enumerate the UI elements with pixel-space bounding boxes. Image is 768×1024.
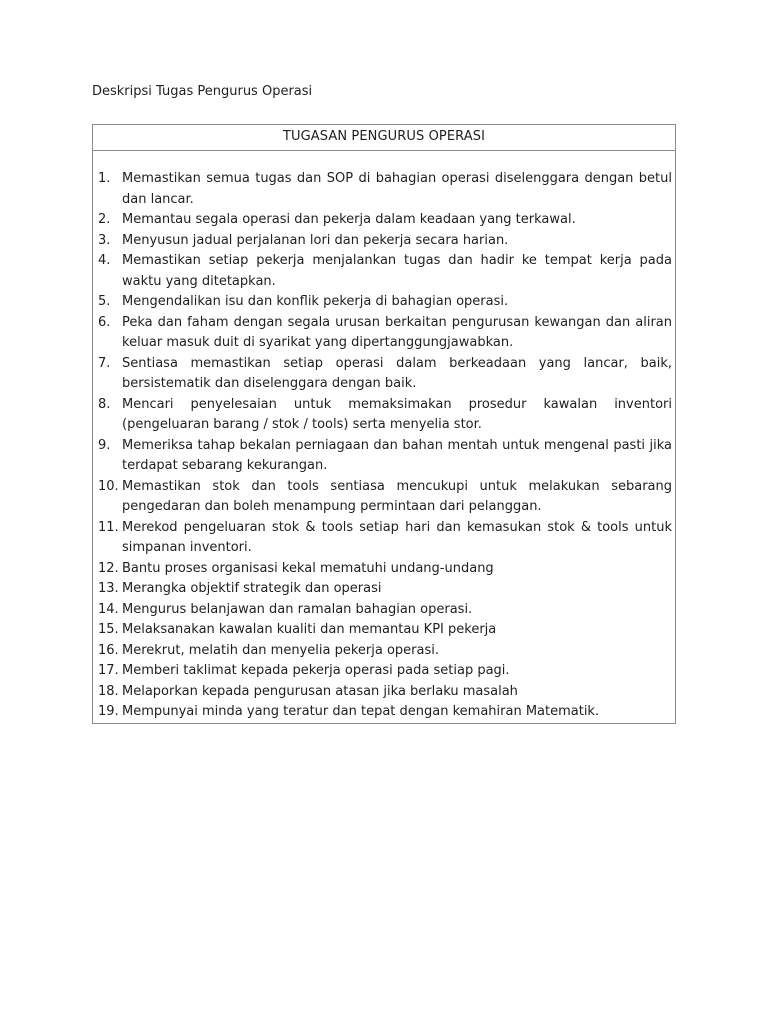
task-item xyxy=(98,395,672,436)
task-item xyxy=(98,251,672,292)
task-number: 4. xyxy=(98,253,111,268)
task-item xyxy=(98,579,672,600)
task-number: 6. xyxy=(98,314,111,330)
document-heading: Deskripsi Tugas Pengurus Operasi xyxy=(92,84,313,99)
task-item xyxy=(98,210,672,231)
task-item xyxy=(98,559,672,580)
task-text: Memastikan semua tugas dan SOP di bahagian operasi diselenggara dengan betul dan lancar. xyxy=(122,171,672,207)
task-number: 19. xyxy=(98,704,119,719)
task-number: 5. xyxy=(98,294,111,309)
task-text: Memastikan setiap pekerja menjalankan tugas dan hadir ke tempat kerja pada waktu yang ditetapkan. xyxy=(122,253,672,289)
task-number: 7. xyxy=(98,355,111,371)
task-text: Memastikan stok dan tools sentiasa mencukupi untuk melakukan sebarang pengedaran dan boleh menampung permintaan dari pelanggan. xyxy=(122,478,672,514)
task-number: 12. xyxy=(98,560,119,576)
task-number: 8. xyxy=(98,396,111,412)
task-item xyxy=(98,354,672,395)
task-text: Melaporkan kepada pengurusan atasan jika berlaku masalah xyxy=(122,683,518,699)
task-item xyxy=(98,436,672,477)
task-number: 17. xyxy=(98,663,119,678)
task-text: Menyusun jadual perjalanan lori dan pekerja secara harian. xyxy=(122,232,509,248)
task-number: 11. xyxy=(98,519,119,535)
task-item xyxy=(98,600,672,621)
task-list xyxy=(98,169,672,723)
task-text: Memeriksa tahap bekalan perniagaan dan bahan mentah untuk mengenal pasti jika terdapat sebarang kekurangan. xyxy=(122,437,672,473)
duties-table xyxy=(92,124,676,724)
task-item xyxy=(98,641,672,662)
task-text: Merekrut, melatih dan menyelia pekerja operasi. xyxy=(122,642,439,658)
task-text: Mempunyai minda yang teratur dan tepat dengan kemahiran Matematik. xyxy=(122,704,600,719)
task-text: Mengendalikan isu dan konflik pekerja di bahagian operasi. xyxy=(122,294,509,309)
task-item xyxy=(98,292,672,313)
task-item xyxy=(98,661,672,682)
task-text: Peka dan faham dengan segala urusan berkaitan pengurusan kewangan dan aliran keluar masuk duit di syarikat yang dipertanggungjawabkan. xyxy=(122,314,672,350)
task-number: 15. xyxy=(98,622,119,637)
task-number: 2. xyxy=(98,212,111,227)
task-text: Merangka objektif strategik dan operasi xyxy=(122,581,382,596)
task-item xyxy=(98,477,672,518)
task-text: Memberi taklimat kepada pekerja operasi pada setiap pagi. xyxy=(122,663,510,678)
task-text: Merekod pengeluaran stok & tools setiap hari dan kemasukan stok & tools untuk simpanan inventori. xyxy=(122,519,672,555)
task-text: Bantu proses organisasi kekal mematuhi undang-undang xyxy=(122,560,494,576)
task-text: Sentiasa memastikan setiap operasi dalam berkeadaan yang lancar, baik, bersistematik dan diselenggara dengan baik. xyxy=(122,355,672,391)
task-number: 14. xyxy=(98,601,119,617)
task-text: Memantau segala operasi dan pekerja dalam keadaan yang terkawal. xyxy=(122,212,576,227)
task-item xyxy=(98,518,672,559)
table-title: TUGASAN PENGURUS OPERASI xyxy=(93,125,675,151)
task-number: 13. xyxy=(98,581,119,596)
task-text: Mengurus belanjawan dan ramalan bahagian operasi. xyxy=(122,601,473,617)
task-item xyxy=(98,620,672,641)
task-item xyxy=(98,169,672,210)
task-item xyxy=(98,682,672,703)
task-number: 3. xyxy=(98,232,111,248)
task-number: 9. xyxy=(98,437,111,453)
task-number: 18. xyxy=(98,683,119,699)
task-item xyxy=(98,702,672,723)
task-text: Mencari penyelesaian untuk memaksimakan prosedur kawalan inventori (pengeluaran barang / stok / tools) serta menyelia stor. xyxy=(122,396,672,432)
task-item xyxy=(98,313,672,354)
task-number: 10. xyxy=(98,478,119,494)
task-text: Melaksanakan kawalan kualiti dan memantau KPI pekerja xyxy=(122,622,497,637)
task-number: 16. xyxy=(98,642,119,658)
task-item xyxy=(98,231,672,252)
task-number: 1. xyxy=(98,171,111,186)
